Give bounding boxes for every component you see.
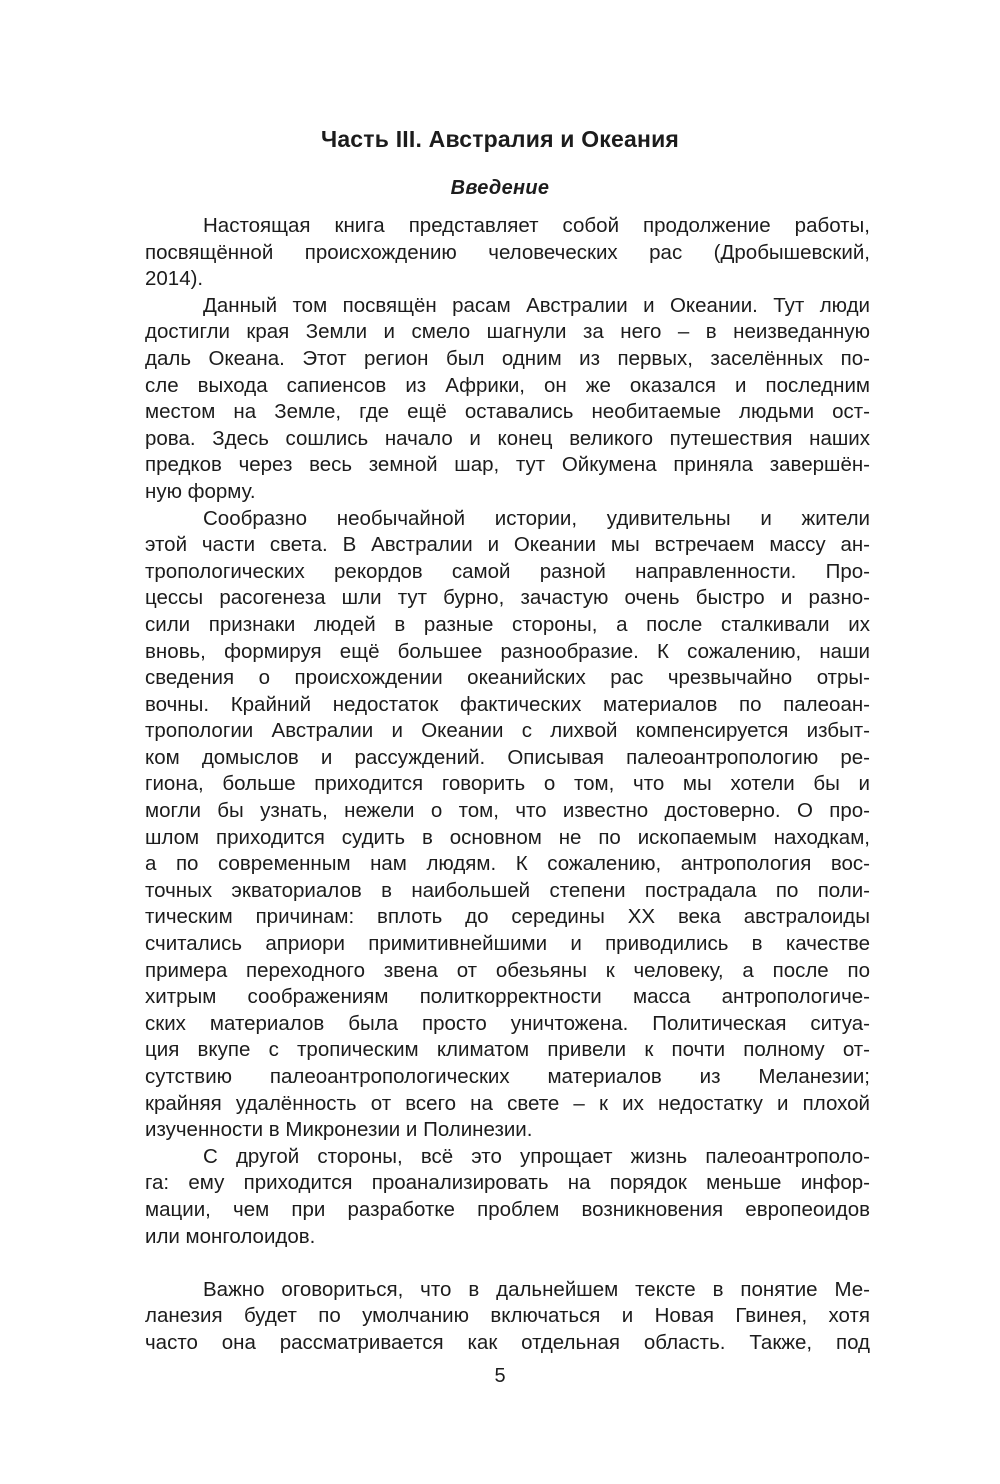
text-line: местом на Земле, где ещё оставались необитаемые людьми ост- [145, 400, 870, 424]
paragraph-gap [145, 1250, 870, 1277]
text-line: или монголоидов. [145, 1224, 316, 1248]
text-line: а по современным нам людям. К сожалению, антропология вос- [145, 852, 870, 876]
chapter-title: Часть III. Австралия и Океания [320, 126, 680, 152]
text-line: шлом приходится судить в основном не по ископаемым находкам, [145, 825, 870, 849]
text-line: могли бы узнать, нежели о том, что известно достоверно. О про- [145, 799, 870, 823]
page-number: 5 [494, 1365, 506, 1387]
text-line: точных экваториалов в наибольшей степени пострадала по поли- [145, 878, 870, 902]
text-line: тическим причинам: вплоть до середины XX века австралоиды [145, 905, 870, 929]
text-line: Настоящая книга представляет собой продолжение работы, [203, 214, 870, 237]
text-line: даль Океана. Этот регион был одним из первых, заселённых по- [145, 346, 870, 370]
text-line: сведения о происхождении океанийских рас чрезвычайно отры- [145, 666, 870, 690]
text-line: мации, чем при разработке проблем возникновения европеоидов [145, 1197, 870, 1221]
text-line: га: ему приходится проанализировать на порядок меньше инфор- [145, 1171, 870, 1195]
text-line: тропологии Австралии и Океании с лихвой компенсируется избыт- [145, 719, 870, 743]
text-line: часто она рассматривается как отдельная область. Также, под [145, 1330, 870, 1354]
text-line: сили признаки людей в разные стороны, а после сталкивали их [145, 612, 870, 636]
text-line: посвящённой происхождению человеческих рас (Дробышевский, [145, 240, 870, 264]
text-line: крайняя удалённость от всего на свете – к их недостатку и плохой [145, 1091, 870, 1115]
text-line: гиона, больше приходится говорить о том, что мы хотели бы и [145, 772, 870, 796]
text-line: сутствию палеоантропологических материалов из Меланезии; [145, 1065, 870, 1088]
text-line: ланезия будет по умолчанию включаться и Новая Гвинея, хотя [145, 1304, 870, 1328]
paragraph [145, 213, 870, 293]
text-line: хитрым соображениям политкорректности масса антропологиче- [145, 985, 870, 1009]
text-line: С другой стороны, всё это упрощает жизнь палеоантрополо- [203, 1144, 870, 1168]
text-line: вновь, формируя ещё большее разнообразие. К сожалению, наши [145, 639, 870, 663]
text-line: Данный том посвящён расам Австралии и Океании. Тут люди [203, 293, 870, 317]
text-line: этой части света. В Австралии и Океании мы встречаем массу ан- [145, 533, 870, 557]
text-line: достигли края Земли и смело шагнули за него – в неизведанную [145, 320, 870, 344]
text-line: ную форму. [145, 479, 256, 503]
paragraph [145, 506, 870, 1144]
text-line: ком домыслов и рассуждений. Описывая палеоантропологию ре- [145, 745, 870, 769]
text-line: Важно оговориться, что в дальнейшем тексте в понятие Ме- [203, 1277, 870, 1301]
text-line: ских материалов была просто уничтожена. Политическая ситуа- [145, 1011, 870, 1035]
text-line: вочны. Крайний недостаток фактических материалов по палеоан- [145, 692, 870, 716]
text-line: примера переходного звена от обезьяны к человеку, а после по [145, 958, 870, 982]
text-line: тропологических рекордов самой разной направленности. Про- [145, 559, 870, 583]
text-line: ция вкупе с тропическим климатом привели к почти полному от- [145, 1038, 870, 1062]
text-line: Сообразно необычайной истории, удивительны и жители [203, 506, 870, 530]
body-text [145, 213, 870, 1357]
section-subtitle: Введение [450, 177, 550, 199]
text-line: рова. Здесь сошлись начало и конец великого путешествия наших [145, 426, 870, 450]
text-line: цессы расогенеза шли тут бурно, зачастую очень быстро и разно- [145, 586, 870, 610]
text-line: 2014). [145, 267, 204, 291]
paragraph [145, 1144, 870, 1250]
text-line: считались априори примитивнейшими и приводились в качестве [145, 932, 870, 956]
paragraph [145, 293, 870, 506]
text-line: предков через весь земной шар, тут Ойкумена приняла завершён- [145, 453, 870, 477]
text-line: изученности в Микронезии и Полинезии. [145, 1118, 533, 1142]
text-line: сле выхода сапиенсов из Африки, он же оказался и последним [145, 373, 870, 397]
paragraph [145, 1277, 870, 1357]
